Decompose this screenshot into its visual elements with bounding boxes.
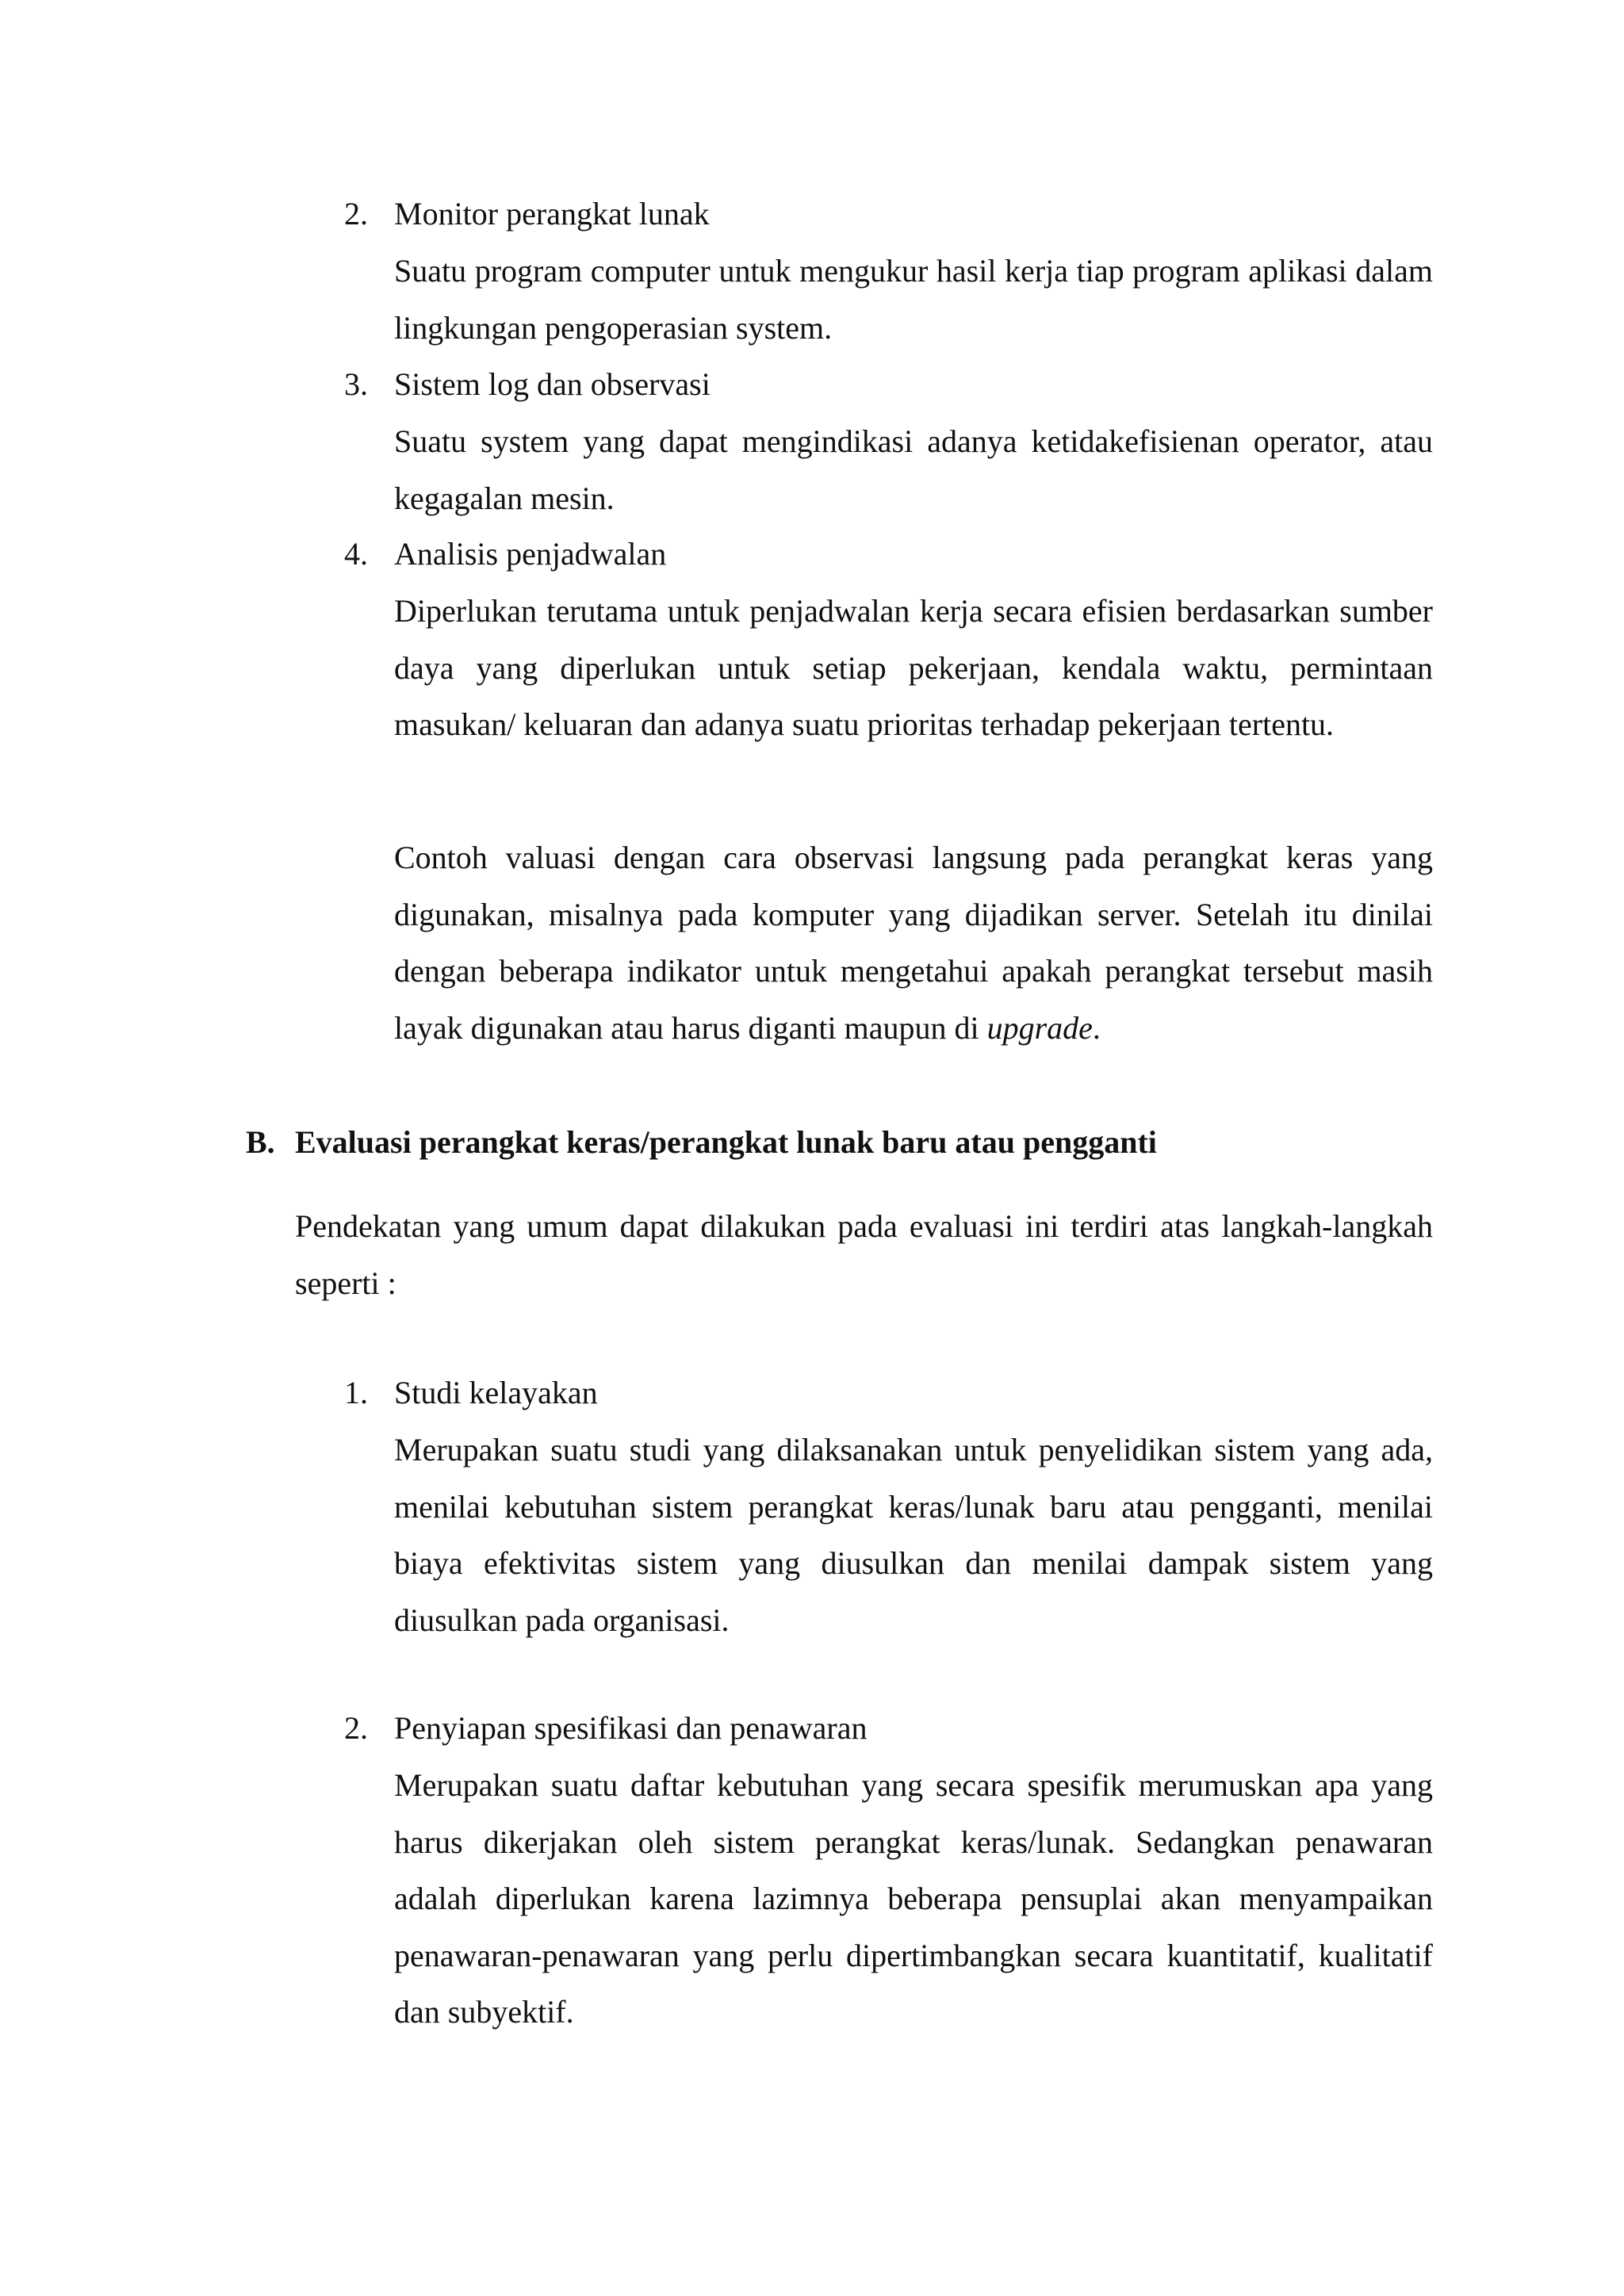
list-item-description: Merupakan suatu studi yang dilaksanakan untuk penyelidikan sistem yang ada, menilai kebutuhan sistem perangkat keras/lunak baru atau pengganti, menilai biaya efektivitas sistem yang diusulkan dan menilai dampak sistem yang diusulkan pada organisasi. [394,1432,1433,1638]
section-title: Evaluasi perangkat keras/perangkat lunak baru atau pengganti [295,1124,1157,1160]
example-paragraph-end: . [1092,1009,1101,1046]
list-item-number: 1. [344,1375,368,1410]
list-item-number: 4. [344,536,368,572]
list-item-title: Analisis penjadwalan [394,536,667,572]
example-paragraph-emphasis: upgrade [986,1009,1093,1046]
example-paragraph-text: Contoh valuasi dengan cara observasi langsung pada perangkat keras yang digunakan, misalnya pada komputer yang dijadikan server. Setelah itu dinilai dengan beberapa indikator untuk mengetahui apakah perangkat tersebut masih layak digunakan atau harus diganti maupun di [394,840,1433,1046]
section-intro: Pendekatan yang umum dapat dilakukan pada evaluasi ini terdiri atas langkah-langkah seperti : [295,1208,1433,1301]
list-item-title: Studi kelayakan [394,1375,598,1410]
list-item-description: Merupakan suatu daftar kebutuhan yang secara spesifik merumuskan apa yang harus dikerjakan oleh sistem perangkat keras/lunak. Sedangkan penawaran adalah diperlukan karena lazimnya beberapa pensuplai akan menyampaikan penawaran-penawaran yang perlu dipertimbangkan secara kuantitatif, kualitatif dan subyektif. [394,1767,1433,2030]
list-item-title: Penyiapan spesifikasi dan penawaran [394,1710,868,1746]
example-paragraph [394,829,1433,1056]
list-item-description: Suatu system yang dapat mengindikasi adanya ketidakefisienan operator, atau kegagalan mesin. [394,423,1433,516]
list-item-title: Monitor perangkat lunak [394,196,710,232]
list-item-description: Suatu program computer untuk mengukur hasil kerja tiap program aplikasi dalam lingkungan pengoperasian system. [394,253,1433,346]
list-item-number: 3. [344,366,368,402]
list-item-number: 2. [344,1710,368,1746]
list-item-title: Sistem log dan observasi [394,366,710,402]
list-item-number: 2. [344,196,368,232]
list-item-description: Diperlukan terutama untuk penjadwalan kerja secara efisien berdasarkan sumber daya yang diperlukan untuk setiap pekerjaan, kendala waktu, permintaan masukan/ keluaran dan adanya suatu prioritas terhadap pekerjaan tertentu. [394,593,1433,742]
section-letter: B. [246,1124,275,1160]
